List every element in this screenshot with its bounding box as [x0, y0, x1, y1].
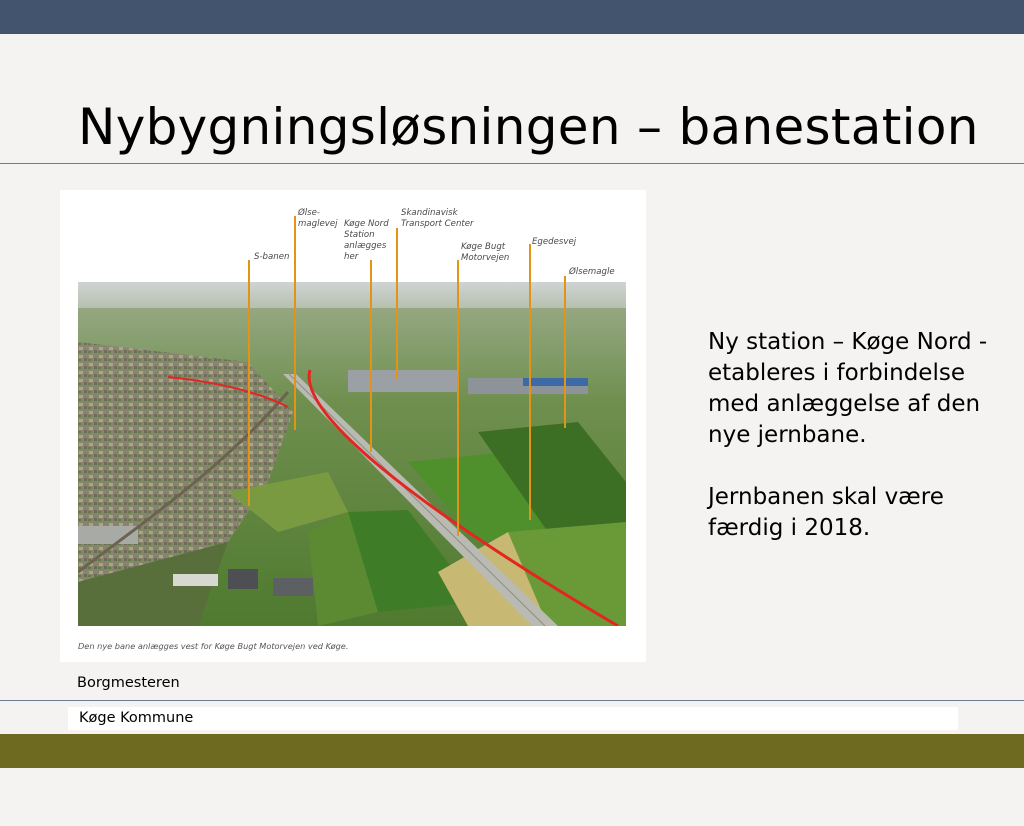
aerial-photo-panel [60, 190, 646, 662]
callout-label-koge-bugt-motorvejen: Køge Bugt Motorvejen [461, 242, 510, 263]
footer-bar [0, 734, 1024, 768]
footer-divider [0, 700, 1024, 701]
photo-caption: Den nye bane anlægges vest for Køge Bugt Motorvejen ved Køge. [78, 641, 349, 651]
slide-title: Nybygningsløsningen – banestation [78, 98, 979, 156]
callout-label-olsemagle: Ølsemagle [569, 267, 615, 277]
callout-line-skandinavisk-transport-center [396, 228, 398, 380]
callout-label-koge-nord-station: Køge Nord Station anlægges her [344, 219, 389, 262]
body-paragraph-completion: Jernbanen skal være færdig i 2018. [708, 484, 944, 541]
title-divider [0, 163, 1024, 164]
callout-line-olse-maglevej [294, 216, 296, 430]
callout-label-egedesvej: Egedesvej [532, 237, 577, 247]
callout-line-s-banen [248, 260, 250, 506]
callout-line-koge-bugt-motorvejen [457, 260, 459, 536]
callout-line-olsemagle [564, 276, 566, 428]
footer-organization-box [68, 707, 958, 730]
callout-label-olse-maglevej: Ølse- maglevej [298, 208, 338, 229]
callout-line-koge-nord-station [370, 260, 372, 452]
body-paragraph-station: Ny station – Køge Nord - etableres i forbindelse med anlæggelse af den nye jernbane. [708, 329, 988, 448]
callout-line-egedesvej [529, 244, 531, 520]
footer-organization: Køge Kommune [79, 710, 194, 726]
callout-label-s-banen: S-banen [254, 252, 290, 262]
footer-owner: Borgmesteren [77, 675, 180, 691]
header-bar [0, 0, 1024, 34]
callout-label-skandinavisk-transport-center: Skandinavisk Transport Center [401, 208, 474, 229]
body-text [708, 327, 988, 575]
